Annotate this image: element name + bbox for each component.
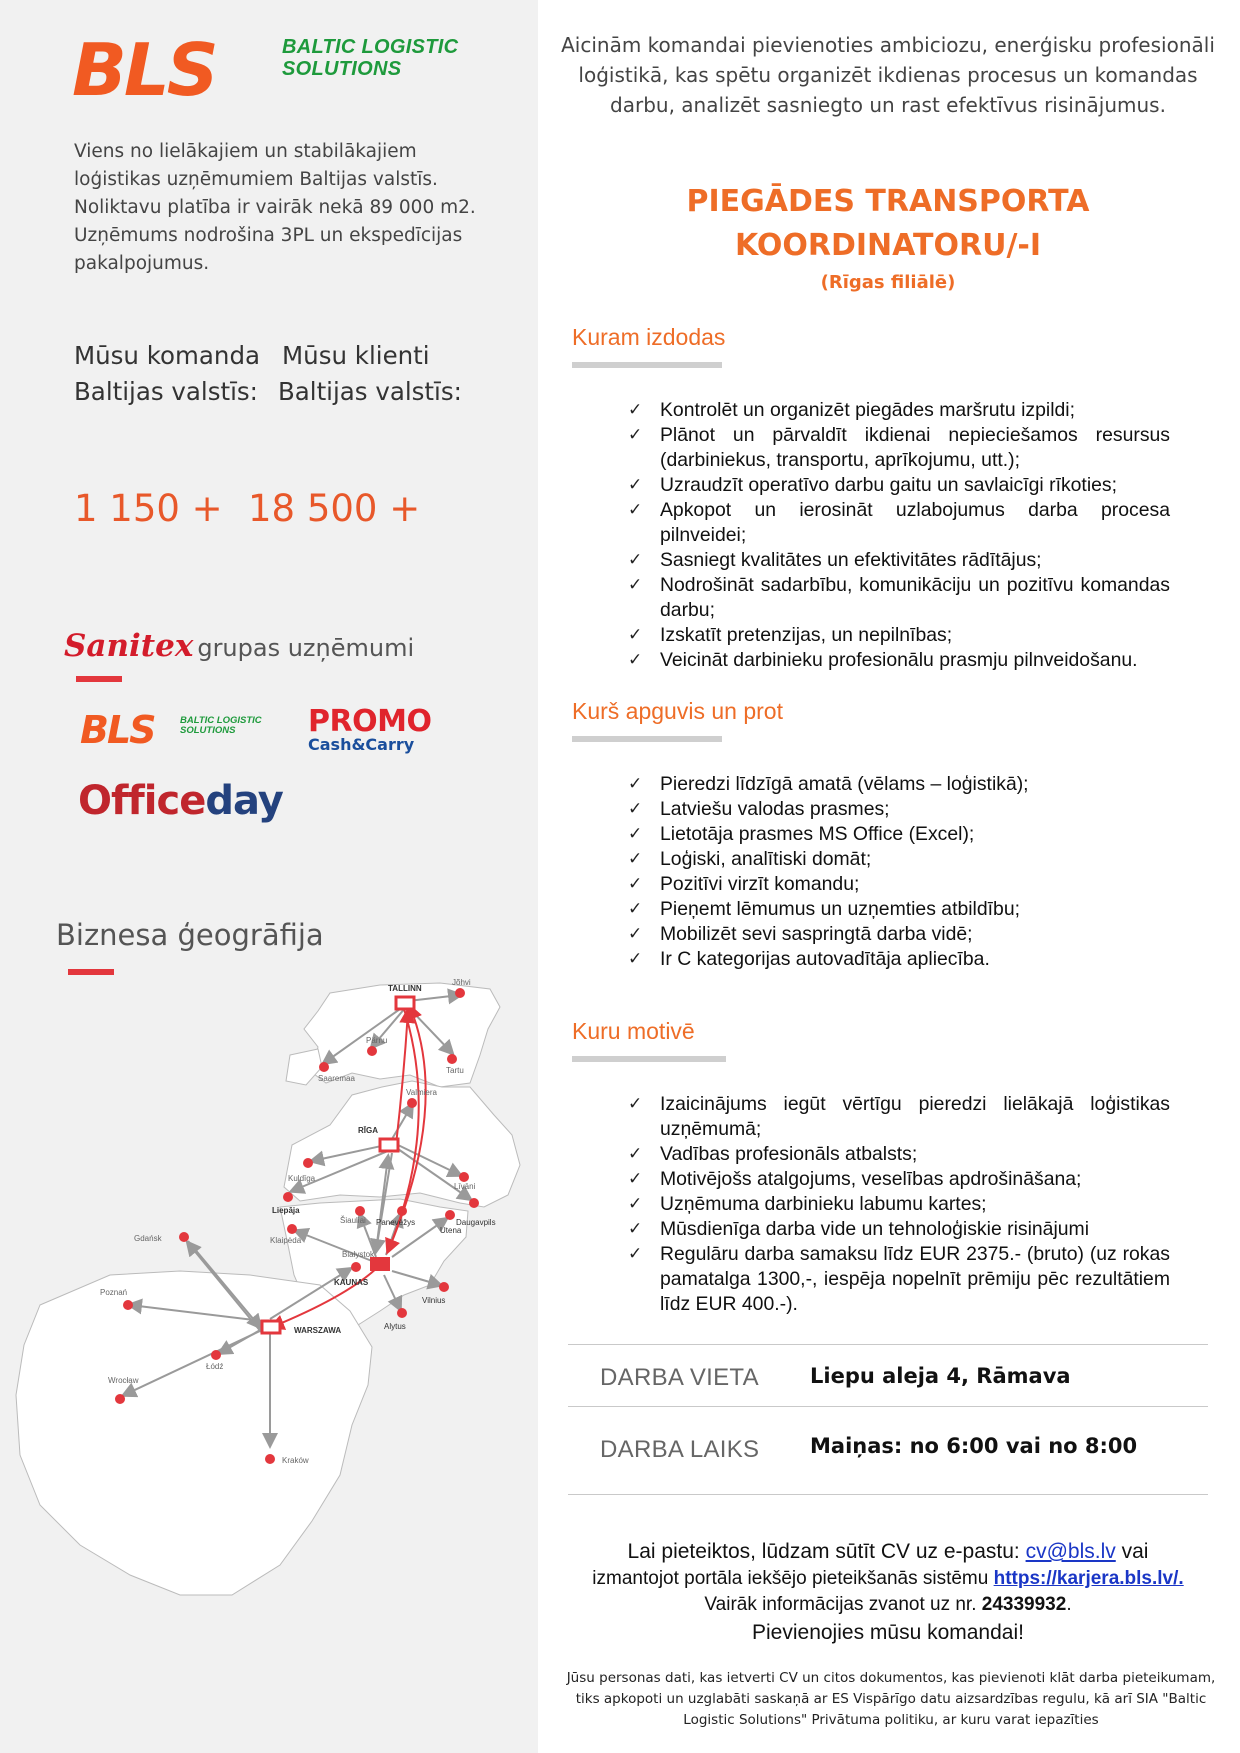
label-warszawa: WARSZAWA xyxy=(294,1326,342,1335)
hub-tallinn xyxy=(396,997,414,1009)
list-item: ✓ Izaicinājums iegūt vērtīgu pieredzi lielākajā loģistikas uzņēmumā; xyxy=(630,1092,1170,1142)
hub-warszawa xyxy=(262,1321,280,1333)
list-item: ✓ Ir C kategorijas autovadītāja apliecība. xyxy=(630,947,1170,972)
list-item: ✓ Latviešu valodas prasmes; xyxy=(630,797,1170,822)
label-liepaja: Liepāja xyxy=(272,1206,300,1215)
duties-list xyxy=(630,398,1170,673)
list-item: ✓ Mobilizēt sevi saspringtā darba vidē; xyxy=(630,922,1170,947)
pin-panevezys xyxy=(397,1206,407,1216)
job-title xyxy=(558,180,1218,268)
stats-labels xyxy=(74,338,462,410)
bls-small-logo-name: BALTIC LOGISTIC SOLUTIONS xyxy=(180,715,262,736)
pin-daugavpils xyxy=(469,1198,479,1208)
list-item: ✓ Regulāru darba samaksu līdz EUR 2375.- (bruto) (uz rokas pamatalga 1300,-, iespēja nopelnīt prēmiju pēc rezultātiem līdz EUR 400.-). xyxy=(630,1242,1170,1317)
label-siauliai: Šiauliai xyxy=(340,1216,366,1225)
benefits-list xyxy=(630,1092,1170,1317)
job-title-line2: KOORDINATORU/-I xyxy=(734,228,1042,263)
list-item: ✓ Kontrolēt un organizēt piegādes maršrutu izpildi; xyxy=(630,398,1170,423)
list-item: ✓ Apkopot un ierosināt uzlabojumus darba procesa pilnveidei; xyxy=(630,498,1170,548)
company-intro: Viens no lielākajiem un stabilākajiem loģistikas uzņēmumiem Baltijas valstīs. Noliktavu platība ir vairāk nekā 89 000 m2. Uzņēmums nodrošina 3PL un ekspedīcijas pakalpojumus. xyxy=(74,141,476,274)
list-item: ✓ Plānot un pārvaldīt ikdienai nepieciešamos resursus (darbiniekus, transportu, aprīkojumu, utt.); xyxy=(630,423,1170,473)
label-utena: Utena xyxy=(440,1226,462,1235)
pin-gdansk xyxy=(179,1232,189,1242)
pin-utena xyxy=(445,1210,455,1220)
saaremaa-shape xyxy=(286,1049,322,1085)
sanitex-logo: Sanitex xyxy=(64,628,194,664)
label-saaremaa: Saaremaa xyxy=(318,1074,355,1083)
list-item: ✓ Nodrošināt sadarbību, komunikāciju un pozitīvu komandas darbu; xyxy=(630,573,1170,623)
bls-small-logo-mark: BLS xyxy=(80,708,155,752)
pin-poznan xyxy=(123,1300,133,1310)
label-kuldiga: Kuldīga xyxy=(288,1174,316,1183)
list-item: ✓ Mūsdienīga darba vide un tehnoloģiskie risinājumi xyxy=(630,1217,1170,1242)
bls-logo-mark: BLS xyxy=(72,28,216,112)
promo-logo xyxy=(308,704,431,754)
pin-valmiera xyxy=(407,1098,417,1108)
hub-kaunas xyxy=(370,1257,390,1271)
group-heading xyxy=(64,628,414,664)
skills-list xyxy=(630,772,1170,972)
list-item: ✓ Motivējošs atalgojums, veselības apdrošināšana; xyxy=(630,1167,1170,1192)
clients-count: 18 500 + xyxy=(248,487,421,530)
bls-logo-name xyxy=(282,36,458,80)
apply-line1-text: Lai pieteiktos, lūdzam sūtīt CV uz e-pastu: xyxy=(627,1540,1026,1563)
pin-bialystok xyxy=(351,1262,361,1272)
info-divider-top xyxy=(568,1344,1208,1345)
officeday-logo-a: Office xyxy=(78,778,206,824)
label-bialystok: Białystok xyxy=(342,1250,375,1259)
section-rule-motivation xyxy=(572,1056,726,1062)
apply-line1 xyxy=(558,1538,1218,1566)
apply-line2 xyxy=(558,1566,1218,1592)
job-title-line1: PIEGĀDES TRANSPORTA xyxy=(686,184,1090,219)
worktime-value: Maiņas: no 6:00 vai no 8:00 xyxy=(810,1434,1138,1458)
label-poznan: Poznań xyxy=(100,1288,128,1297)
label-tallinn: TALLINN xyxy=(388,984,422,993)
info-divider-bottom xyxy=(568,1494,1208,1495)
list-item: ✓ Sasniegt kvalitātes un efektivitātes rādītājus; xyxy=(630,548,1170,573)
join-team-text: Pievienojies mūsu komandai! xyxy=(752,1621,1024,1644)
privacy-notice: Jūsu personas dati, kas ietverti CV un citos dokumentos, kas pievienoti klāt darba pieteikumam, tiks apkopoti un uzglabāti saskaņā ar ES Vispārīgo datu aizsardzības regulu, kā arī SIA "Baltic Logistic Solutions" Privātuma politiku, ar kuru varat iepazīties xyxy=(566,1670,1216,1728)
geography-title: Biznesa ģeogrāfija xyxy=(56,918,324,952)
pin-johvi xyxy=(455,988,465,998)
pin-livani xyxy=(459,1172,469,1182)
bls-logo-name-line1: BALTIC LOGISTIC xyxy=(282,36,459,58)
pin-klaipeda xyxy=(287,1224,297,1234)
apply-line3-end: . xyxy=(1066,1594,1072,1615)
invite-text: Aicinām komandai pievienoties ambiciozu, enerģisku profesionāli loģistikā, kas spētu organizēt ikdienas procesus un komandas darbu, analizēt sasniegto un rast efektīvus risinājumus. xyxy=(561,33,1215,117)
label-valmiera: Valmiera xyxy=(406,1088,437,1097)
label-klaipeda: Klaipėda xyxy=(270,1236,302,1245)
label-kaunas: KAUNAS xyxy=(334,1278,369,1287)
poland-shape xyxy=(16,1271,372,1595)
bls-small-logo xyxy=(80,708,262,752)
pin-parnu xyxy=(367,1046,377,1056)
label-riga: RĪGA xyxy=(358,1126,378,1135)
label-vilnius: Vilnius xyxy=(422,1296,446,1305)
team-label-line2: Baltijas valstīs: xyxy=(74,377,258,406)
apply-block xyxy=(558,1538,1218,1648)
list-item: ✓ Uzraudzīt operatīvo darbu gaitu un savlaicīgi rīkoties; xyxy=(630,473,1170,498)
label-livani: Līvāni xyxy=(454,1182,476,1191)
career-portal-link[interactable]: https://karjera.bls.lv/. xyxy=(993,1568,1184,1589)
label-johvi: Jõhvi xyxy=(452,978,471,987)
label-gdansk: Gdańsk xyxy=(134,1234,162,1243)
list-item: ✓ Pozitīvi virzīt komandu; xyxy=(630,872,1170,897)
label-krakow: Kraków xyxy=(282,1456,309,1465)
clients-label-line1: Mūsu klienti xyxy=(282,341,430,370)
pin-krakow xyxy=(265,1454,275,1464)
section-rule-duties xyxy=(572,362,722,368)
section-heading-skills: Kurš apguvis un prot xyxy=(572,698,783,724)
left-panel xyxy=(0,0,538,1753)
list-item: ✓ Veicināt darbinieku profesionālu prasmju pilnveidošanu. xyxy=(630,648,1170,673)
group-heading-text: grupas uzņēmumi xyxy=(197,634,415,662)
list-item: ✓ Pieņemt lēmumus un uzņemties atbildību; xyxy=(630,897,1170,922)
pin-alytus xyxy=(397,1308,407,1318)
list-item: ✓ Loģiski, analītiski domāt; xyxy=(630,847,1170,872)
hub-riga xyxy=(380,1139,398,1151)
list-item: ✓ Izskatīt pretenzijas, un nepilnības; xyxy=(630,623,1170,648)
label-daugavpils: Daugavpils xyxy=(456,1218,496,1227)
pin-kuldiga xyxy=(303,1158,313,1168)
officeday-logo-b: day xyxy=(205,778,283,824)
team-label-line1: Mūsu komanda xyxy=(74,341,261,370)
list-item: ✓ Pieredzi līdzīgā amatā (vēlams – loģistikā); xyxy=(630,772,1170,797)
label-wroclaw: Wrocław xyxy=(108,1376,139,1385)
bls-logo xyxy=(72,30,492,110)
section-heading-motivation: Kuru motivē xyxy=(572,1018,695,1044)
label-alytus: Alytus xyxy=(384,1322,406,1331)
label-parnu: Pärnu xyxy=(366,1036,388,1045)
workplace-value: Liepu aleja 4, Rāmava xyxy=(810,1364,1071,1388)
team-count: 1 150 + xyxy=(74,487,223,530)
promo-logo-text: PROMO xyxy=(308,704,432,739)
latvia-shape xyxy=(284,1081,520,1207)
label-tartu: Tartu xyxy=(446,1066,464,1075)
bls-logo-name-line2: SOLUTIONS xyxy=(282,58,402,80)
apply-line3 xyxy=(558,1592,1218,1618)
apply-line3-text: Vairāk informācijas zvanot uz nr. xyxy=(704,1594,982,1615)
phone-number: 24339932 xyxy=(981,1594,1067,1615)
section-rule-skills xyxy=(572,736,722,742)
apply-line1-end: vai xyxy=(1115,1540,1149,1563)
apply-line2-text: izmantojot portāla iekšējo pieteikšanās sistēmu xyxy=(592,1568,994,1589)
worktime-label: DARBA LAIKS xyxy=(600,1436,760,1463)
list-item: ✓ Vadības profesionāls atbalsts; xyxy=(630,1142,1170,1167)
workplace-label: DARBA VIETA xyxy=(600,1364,759,1391)
pin-saaremaa xyxy=(319,1062,329,1072)
pin-lodz xyxy=(211,1350,221,1360)
list-item: ✓ Lietotāja prasmes MS Office (Excel); xyxy=(630,822,1170,847)
group-divider xyxy=(76,676,122,682)
business-map xyxy=(0,975,538,1615)
label-panevezys: Panevėžys xyxy=(376,1218,416,1227)
officeday-logo xyxy=(78,778,283,824)
section-heading-duties: Kuram izdodas xyxy=(572,324,726,350)
right-panel xyxy=(538,0,1240,1753)
list-item: ✓ Uzņēmuma darbinieku labumu kartes; xyxy=(630,1192,1170,1217)
pin-wroclaw xyxy=(115,1394,125,1404)
pin-siauliai xyxy=(355,1206,365,1216)
info-divider-middle xyxy=(568,1406,1208,1407)
promo-logo-sub: Cash&Carry xyxy=(308,735,415,754)
email-link[interactable]: cv@bls.lv xyxy=(1025,1540,1116,1563)
clients-label-line2: Baltijas valstīs: xyxy=(277,377,462,406)
pin-tartu xyxy=(447,1054,457,1064)
job-subtitle: (Rīgas filiālē) xyxy=(820,272,956,293)
pin-liepaja xyxy=(283,1192,293,1202)
label-lodz: Łódź xyxy=(206,1362,224,1371)
pin-vilnius xyxy=(439,1282,449,1292)
